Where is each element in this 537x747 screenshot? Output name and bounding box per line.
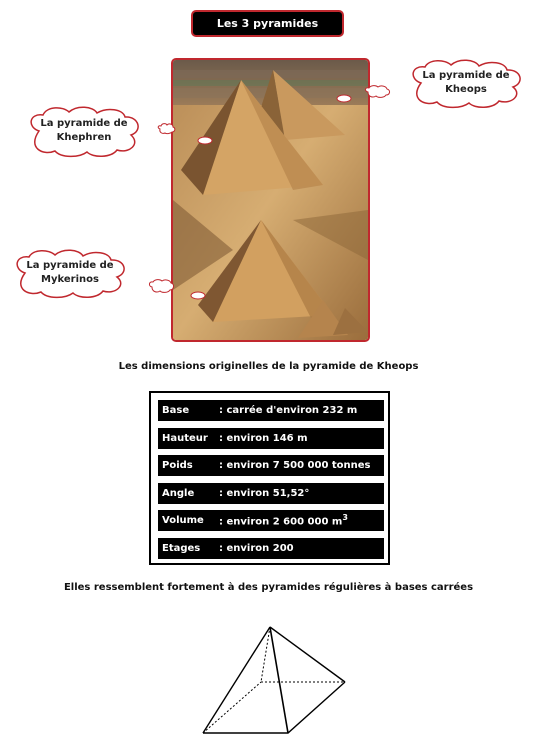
dimension-value xyxy=(219,433,308,444)
dimension-label: Volume xyxy=(162,515,204,526)
dimension-row xyxy=(158,428,384,449)
dimension-unit-exponent: 3 xyxy=(342,513,348,523)
cloud-kheops xyxy=(405,57,527,109)
cloud-khephren xyxy=(23,104,145,158)
page-title-text: Les 3 pyramides xyxy=(216,17,319,30)
dimensions-caption: Les dimensions originelles de la pyramide de Kheops xyxy=(118,361,419,372)
cloud-label-khephren xyxy=(23,104,145,158)
dimension-row xyxy=(158,400,384,421)
cloud-line: La pyramide de xyxy=(40,118,128,129)
dimension-value-text: : environ 51,52° xyxy=(219,488,310,499)
dimension-value xyxy=(219,460,371,471)
page-title xyxy=(191,10,344,37)
cloud-puff xyxy=(363,85,391,99)
cloud-puff xyxy=(147,279,175,294)
cloud-label-kheops xyxy=(405,57,527,109)
dimension-value-text: : environ 146 m xyxy=(219,433,308,444)
cloud-line: Khephren xyxy=(56,132,112,143)
dimension-value-text: : environ 7 500 000 tonnes xyxy=(219,460,371,471)
dimension-label: Etages xyxy=(162,543,201,554)
dimension-value-text: : environ 2 600 000 m xyxy=(219,516,343,528)
dimension-value xyxy=(219,488,309,499)
dimension-value xyxy=(219,513,348,527)
dimension-row xyxy=(158,538,384,559)
dimension-value xyxy=(219,543,294,554)
cloud-puff xyxy=(190,291,206,300)
cloud-puff xyxy=(197,136,213,145)
dimension-value-text: : environ 200 xyxy=(219,543,294,554)
cloud-line: La pyramide de xyxy=(422,70,510,81)
dimension-row xyxy=(158,455,384,476)
dimension-row xyxy=(158,510,384,531)
dimensions-table xyxy=(149,391,390,565)
dimension-value-text: : carrée d'environ 232 m xyxy=(219,405,358,416)
dimension-label: Base xyxy=(162,405,190,416)
dimension-label: Poids xyxy=(162,460,193,471)
cloud-puff xyxy=(336,94,352,103)
shape-caption: Elles ressemblent fortement à des pyramides régulières à bases carrées xyxy=(63,582,474,593)
dimension-value xyxy=(219,405,357,416)
dimension-label: Hauteur xyxy=(162,433,208,444)
cloud-line: Mykerinos xyxy=(41,274,99,285)
cloud-mykerinos xyxy=(9,247,131,299)
cloud-puff xyxy=(156,123,176,135)
dimension-label: Angle xyxy=(162,488,195,499)
cloud-line: La pyramide de xyxy=(26,260,114,271)
dimension-row xyxy=(158,483,384,504)
square-pyramid-drawing xyxy=(195,622,347,738)
cloud-line: Kheops xyxy=(445,84,487,95)
cloud-label-mykerinos xyxy=(9,247,131,299)
